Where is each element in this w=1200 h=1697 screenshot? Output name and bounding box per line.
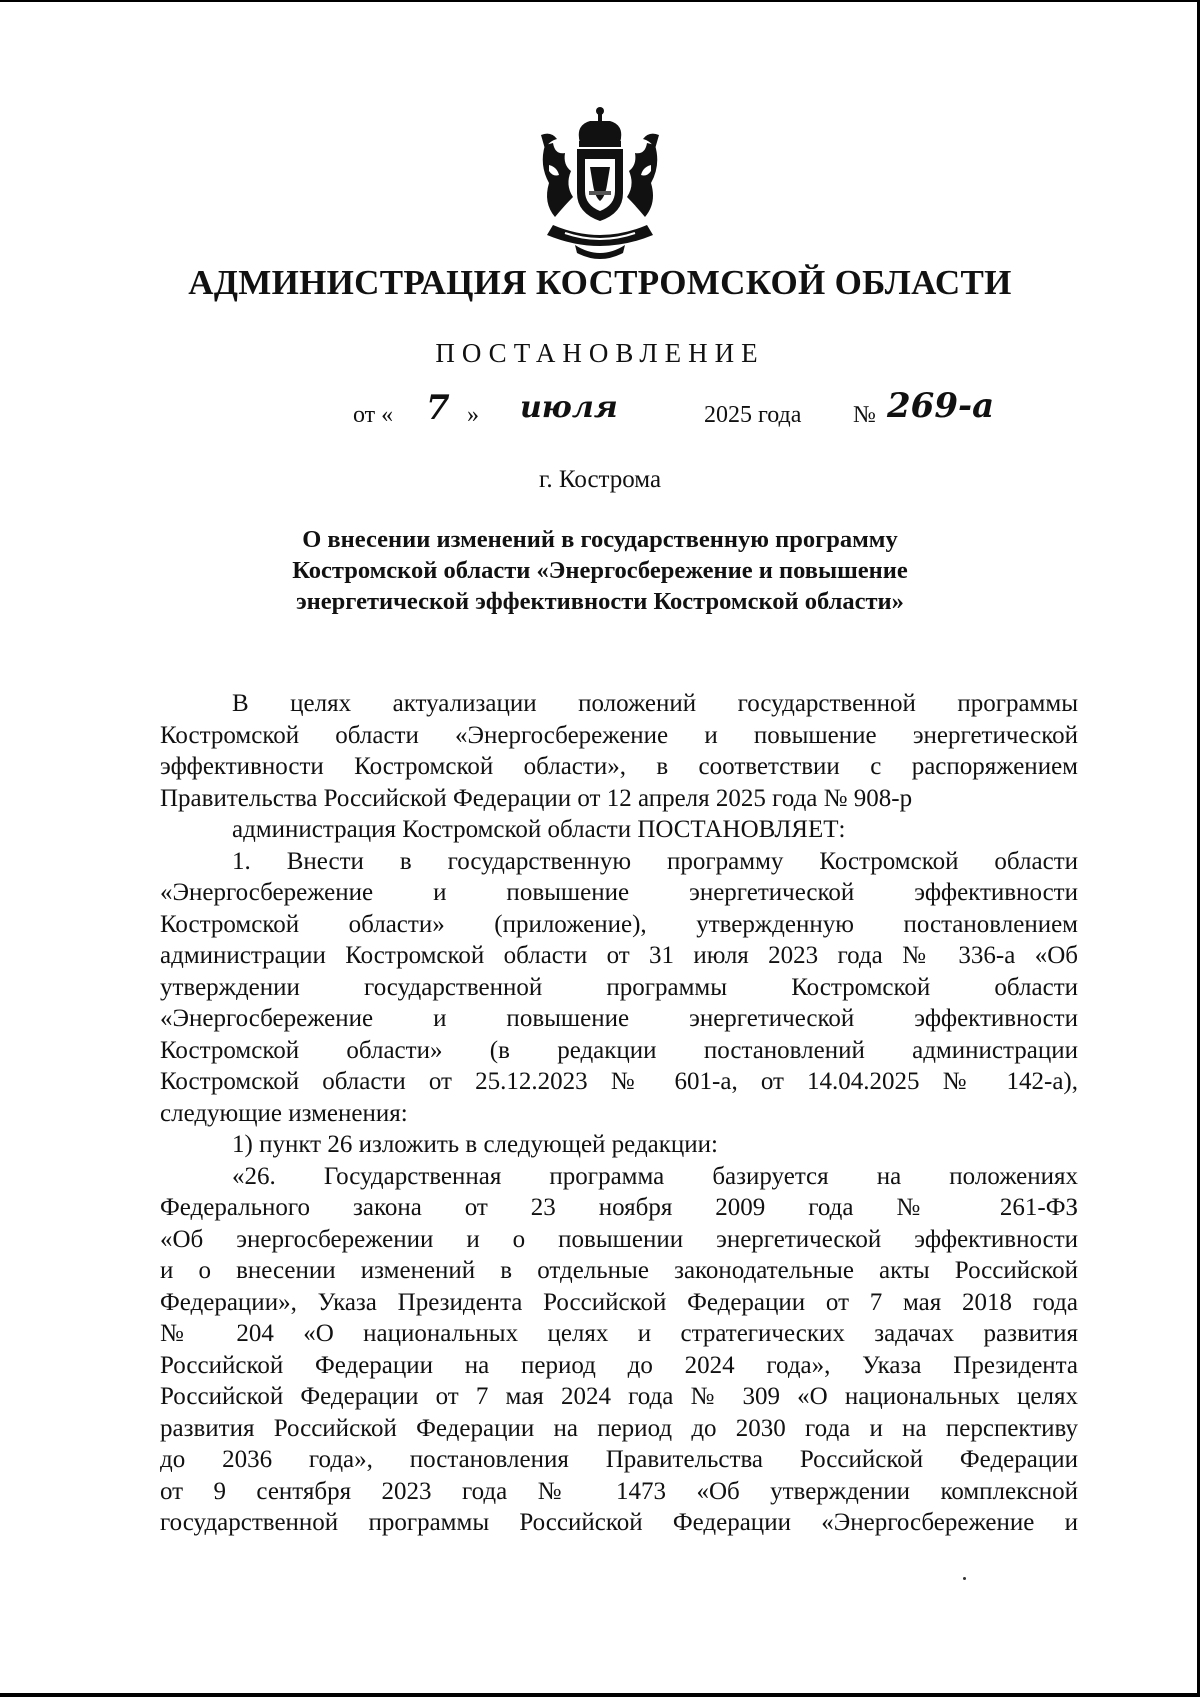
scan-edge-bottom — [0, 1693, 1200, 1697]
body-line: «Энергосбережение и повышение энергетической эффективности — [160, 1005, 1078, 1032]
body-line: эффективности Костромской области», в соответствии с распоряжением — [160, 753, 1078, 780]
body-line: администрация Костромской области ПОСТАНОВЛЯЕТ: — [232, 816, 846, 843]
title-line: О внесении изменений в государственную программу — [302, 526, 898, 553]
body-line: до 2036 года», постановления Правительства Российской Федерации — [160, 1446, 1078, 1473]
body-line: 1) пункт 26 изложить в следующей редакции: — [232, 1131, 718, 1158]
date-prefix: от « — [353, 402, 394, 428]
document-title — [150, 524, 1050, 617]
date-month-handwritten: июля — [520, 390, 618, 425]
body-line: администрации Костромской области от 31 июля 2023 года № 336-а «Об — [160, 942, 1078, 969]
body-line: утверждении государственной программы Костромской области — [160, 973, 1078, 1001]
city-name: г. Кострома — [538, 466, 662, 493]
body-line: Российской Федерации на период до 2024 года», Указа Президента — [160, 1351, 1078, 1379]
body-line: Правительства Российской Федерации от 12 апреля 2025 года № 908-р — [160, 784, 913, 812]
title-line: Костромской области «Энергосбережение и повышение — [292, 557, 908, 584]
body-line: от 9 сентября 2023 года № 1473 «Об утверждении комплексной — [160, 1477, 1078, 1505]
document-type: ПОСТАНОВЛЕНИЕ — [435, 338, 765, 368]
body-line: Костромской области» (в редакции постановлений администрации — [160, 1036, 1078, 1064]
body-line: № 204 «О национальных целях и стратегических задачах развития — [160, 1320, 1078, 1347]
number-sign: № — [853, 402, 876, 428]
body-line: Костромской области от 25.12.2023 № 601-а, от 14.04.2025 № 142-а), — [160, 1068, 1078, 1095]
body-line: Костромской области» (приложение), утвержденную постановлением — [160, 910, 1078, 938]
date-year: 2025 года — [704, 402, 802, 428]
date-day-handwritten: 7 — [426, 388, 450, 428]
coat-of-arms-icon — [535, 105, 665, 265]
scan-speck — [963, 1577, 966, 1580]
body-line: «Об энергосбережении и о повышении энергетической эффективности — [160, 1225, 1078, 1253]
body-line: Российской Федерации от 7 мая 2024 года № 309 «О национальных целях — [160, 1383, 1078, 1410]
document-number-handwritten: 269-а — [887, 386, 995, 426]
body-line: следующие изменения: — [160, 1099, 408, 1127]
title-line: энергетической эффективности Костромской области» — [296, 588, 904, 615]
body-line: развития Российской Федерации на период до 2030 года и на перспективу — [160, 1414, 1078, 1442]
body-line: В целях актуализации положений государственной программы — [232, 690, 1078, 717]
date-day-close: » — [467, 402, 479, 428]
scan-edge-top — [0, 0, 1200, 2]
body-line: 1. Внести в государственную программу Костромской области — [232, 847, 1078, 875]
body-line: Костромской области «Энергосбережение и повышение энергетической — [160, 721, 1078, 749]
body-line: Федерации», Указа Президента Российской Федерации от 7 мая 2018 года — [160, 1288, 1078, 1316]
body-line: и о внесении изменений в отдельные законодательные акты Российской — [160, 1257, 1078, 1284]
body-line: «Энергосбережение и повышение энергетической эффективности — [160, 879, 1078, 906]
body-line: Федерального закона от 23 ноября 2009 года № 261-ФЗ — [160, 1194, 1078, 1221]
organization-name: АДМИНИСТРАЦИЯ КОСТРОМСКОЙ ОБЛАСТИ — [188, 263, 1012, 302]
body-line: «26. Государственная программа базируется на положениях — [232, 1162, 1078, 1190]
document-date-line — [0, 386, 1200, 442]
document-body — [160, 688, 1078, 1539]
body-line: государственной программы Российской Федерации «Энергосбережение и — [160, 1509, 1078, 1536]
